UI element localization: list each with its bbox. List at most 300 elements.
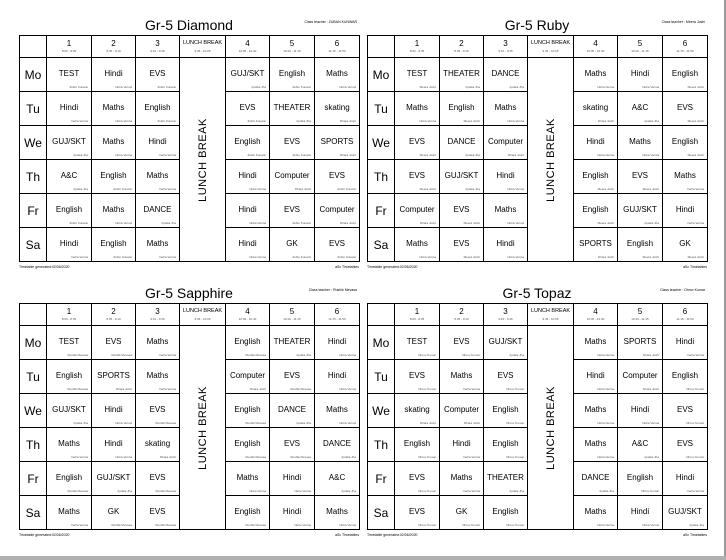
lesson-cell[interactable] bbox=[484, 194, 528, 228]
lesson-cell[interactable] bbox=[136, 360, 180, 394]
teacher-name: Rushik Mevasa bbox=[67, 489, 88, 493]
day-label: We bbox=[20, 394, 47, 428]
teacher-name: Neha Varma bbox=[159, 255, 176, 259]
lesson-cell[interactable] bbox=[663, 160, 708, 194]
subject-name: English bbox=[448, 103, 475, 112]
teacher-name: Dhara Joshi bbox=[339, 119, 356, 123]
lesson-cell[interactable] bbox=[663, 428, 708, 462]
lesson-cell[interactable] bbox=[395, 228, 440, 262]
lesson-cell[interactable] bbox=[395, 360, 440, 394]
subject-name: Maths bbox=[584, 507, 607, 516]
lesson-cell[interactable] bbox=[574, 58, 618, 92]
teacher-name: Neha Varma bbox=[687, 353, 704, 357]
lesson-cell[interactable] bbox=[47, 360, 92, 394]
subject-name: THEATER bbox=[443, 69, 480, 78]
lesson-cell[interactable] bbox=[440, 428, 484, 462]
lesson-cell[interactable] bbox=[315, 394, 360, 428]
teacher-name: Neha Varma bbox=[294, 489, 311, 493]
lesson-cell[interactable] bbox=[270, 194, 315, 228]
lesson-cell[interactable] bbox=[270, 126, 315, 160]
subject-name: Maths bbox=[584, 405, 607, 414]
teacher-name: Dhruv Kumar bbox=[641, 489, 659, 493]
break-header bbox=[528, 304, 574, 326]
teacher-name: Neha Varma bbox=[115, 153, 132, 157]
lunch-break-column bbox=[528, 58, 574, 262]
lesson-cell[interactable] bbox=[315, 194, 360, 228]
lesson-cell[interactable] bbox=[136, 126, 180, 160]
lesson-cell[interactable] bbox=[395, 462, 440, 496]
lesson-cell[interactable] bbox=[395, 394, 440, 428]
subject-name: Computer bbox=[399, 205, 435, 214]
teacher-name: Jyotika Jha bbox=[643, 455, 659, 459]
subject-name: English bbox=[492, 405, 519, 414]
teacher-name: Rushik Mevasa bbox=[245, 455, 266, 459]
subject-name: English bbox=[234, 337, 261, 346]
teacher-name: Dhruv Kumar bbox=[506, 455, 524, 459]
teacher-name: Jyotika Jha bbox=[643, 221, 659, 225]
subject-name: skating bbox=[582, 103, 609, 112]
teacher-name: Neha Varma bbox=[294, 523, 311, 527]
lesson-cell[interactable] bbox=[618, 428, 663, 462]
lesson-cell[interactable] bbox=[484, 326, 528, 360]
period-header bbox=[395, 304, 440, 326]
subject-name: EVS bbox=[453, 205, 470, 214]
timetable-grid bbox=[19, 35, 360, 262]
period-number: 5 bbox=[289, 39, 295, 48]
teacher-name: Dhara Joshi bbox=[294, 187, 311, 191]
subject-name: THEATER bbox=[273, 103, 311, 112]
lesson-cell[interactable] bbox=[315, 326, 360, 360]
lesson-cell[interactable] bbox=[574, 496, 618, 530]
lesson-cell[interactable] bbox=[663, 126, 708, 160]
day-label: Mo bbox=[368, 58, 395, 92]
subject-name: English bbox=[671, 371, 699, 380]
lesson-cell[interactable] bbox=[92, 360, 136, 394]
lunch-break-column bbox=[180, 58, 226, 262]
subject-name: Maths bbox=[58, 507, 80, 516]
teacher-name: Dhruv Kumar bbox=[506, 387, 524, 391]
teacher-name: Dhara Joshi bbox=[463, 421, 480, 425]
lesson-cell[interactable] bbox=[574, 160, 618, 194]
lesson-cell[interactable] bbox=[395, 126, 440, 160]
period-time: 11:15 - 11:50 bbox=[676, 49, 694, 53]
lesson-cell[interactable] bbox=[618, 360, 663, 394]
timetable-grid bbox=[19, 303, 360, 530]
lesson-cell[interactable] bbox=[136, 496, 180, 530]
lesson-cell[interactable] bbox=[618, 496, 663, 530]
subject-name: Hindi bbox=[675, 473, 695, 482]
teacher-name: Neha Varma bbox=[642, 523, 659, 527]
lesson-cell[interactable] bbox=[136, 228, 180, 262]
lesson-cell[interactable] bbox=[315, 428, 360, 462]
lesson-cell[interactable] bbox=[484, 126, 528, 160]
lesson-cell[interactable] bbox=[92, 160, 136, 194]
lesson-cell[interactable] bbox=[484, 496, 528, 530]
subject-name: GUJ/SKT bbox=[52, 405, 86, 414]
lesson-cell[interactable] bbox=[440, 394, 484, 428]
lesson-cell[interactable] bbox=[226, 194, 270, 228]
lesson-cell[interactable] bbox=[395, 496, 440, 530]
day-label: Sa bbox=[368, 496, 395, 530]
teacher-name: Meera Joshi bbox=[419, 153, 436, 157]
teacher-name: Neha Varma bbox=[507, 255, 524, 259]
subject-name: Computer bbox=[622, 371, 658, 380]
lesson-cell[interactable] bbox=[136, 428, 180, 462]
teacher-name: Neha Varma bbox=[159, 353, 176, 357]
lesson-cell[interactable] bbox=[440, 326, 484, 360]
subject-name: EVS bbox=[149, 473, 166, 482]
lesson-cell[interactable] bbox=[663, 58, 708, 92]
teacher-name: Meera Joshi bbox=[463, 221, 480, 225]
lesson-cell[interactable] bbox=[47, 462, 92, 496]
subject-name: Maths bbox=[629, 137, 651, 146]
lesson-cell[interactable] bbox=[270, 394, 315, 428]
lesson-cell[interactable] bbox=[226, 160, 270, 194]
lesson-cell[interactable] bbox=[618, 394, 663, 428]
teacher-name: Neha Varma bbox=[339, 387, 356, 391]
teacher-name: Dhruv Kumar bbox=[418, 455, 436, 459]
subject-name: GUJ/SKT bbox=[230, 69, 265, 78]
lesson-cell[interactable] bbox=[440, 228, 484, 262]
lesson-cell[interactable] bbox=[226, 428, 270, 462]
period-number: 4 bbox=[245, 307, 250, 316]
lesson-cell[interactable] bbox=[574, 360, 618, 394]
lesson-cell[interactable] bbox=[92, 428, 136, 462]
lesson-cell[interactable] bbox=[484, 360, 528, 394]
lunch-break-vertical-label: LUNCH BREAK bbox=[196, 117, 209, 202]
lesson-cell[interactable] bbox=[136, 160, 180, 194]
lesson-cell[interactable] bbox=[484, 228, 528, 262]
teacher-name: Meera Joshi bbox=[597, 187, 614, 191]
lesson-cell[interactable] bbox=[92, 496, 136, 530]
lesson-cell[interactable] bbox=[47, 194, 92, 228]
lesson-cell[interactable] bbox=[47, 160, 92, 194]
teacher-name: Rushik Mevasa bbox=[290, 387, 311, 391]
corner-cell bbox=[368, 36, 395, 58]
lesson-cell[interactable] bbox=[618, 58, 663, 92]
period-time: 10:40 - 11:15 bbox=[631, 317, 649, 321]
period-number: 1 bbox=[414, 39, 420, 48]
lesson-cell[interactable] bbox=[136, 92, 180, 126]
lesson-cell[interactable] bbox=[92, 462, 136, 496]
teacher-name: Zubin Kunwar bbox=[292, 153, 311, 157]
subject-name: English bbox=[671, 137, 699, 146]
lesson-cell[interactable] bbox=[136, 58, 180, 92]
teacher-name: Neha Varma bbox=[159, 187, 176, 191]
lesson-cell[interactable] bbox=[440, 496, 484, 530]
day-label: Sa bbox=[20, 496, 47, 530]
teacher-name: Dhara Joshi bbox=[419, 221, 436, 225]
subject-name: Hindi bbox=[586, 371, 605, 380]
lesson-cell[interactable] bbox=[618, 462, 663, 496]
lesson-cell[interactable] bbox=[270, 160, 315, 194]
lesson-cell[interactable] bbox=[618, 326, 663, 360]
teacher-name: Dhruv Kumar bbox=[686, 455, 704, 459]
lesson-cell[interactable] bbox=[315, 360, 360, 394]
break-header bbox=[180, 304, 226, 326]
lesson-cell[interactable] bbox=[226, 394, 270, 428]
lesson-cell[interactable] bbox=[92, 126, 136, 160]
teacher-name: Neha Varma bbox=[597, 387, 614, 391]
lesson-cell[interactable] bbox=[92, 92, 136, 126]
day-label: Th bbox=[368, 160, 395, 194]
lesson-cell[interactable] bbox=[136, 326, 180, 360]
teacher-name: Neha Varma bbox=[463, 387, 480, 391]
subject-name: Computer bbox=[319, 205, 355, 214]
teacher-name: Meera Joshi bbox=[642, 255, 659, 259]
subject-name: Hindi bbox=[59, 239, 79, 248]
lesson-cell[interactable] bbox=[440, 92, 484, 126]
lesson-cell[interactable] bbox=[226, 92, 270, 126]
teacher-name: Zubin Kunwar bbox=[113, 255, 132, 259]
lesson-cell[interactable] bbox=[574, 428, 618, 462]
teacher-name: Neha Varma bbox=[642, 85, 659, 89]
lesson-cell[interactable] bbox=[315, 228, 360, 262]
lesson-cell[interactable] bbox=[574, 326, 618, 360]
lesson-cell[interactable] bbox=[270, 462, 315, 496]
lesson-cell[interactable] bbox=[574, 394, 618, 428]
day-row bbox=[20, 326, 360, 360]
sheet-title: Gr-5 Ruby bbox=[504, 17, 570, 33]
break-label: LUNCH BREAK bbox=[530, 308, 571, 314]
lesson-cell[interactable] bbox=[226, 462, 270, 496]
lesson-cell[interactable] bbox=[315, 462, 360, 496]
lesson-cell[interactable] bbox=[663, 394, 708, 428]
period-time: 9:10 - 9:45 bbox=[498, 49, 513, 53]
period-number: 4 bbox=[593, 307, 598, 316]
day-label: Tu bbox=[20, 92, 47, 126]
teacher-name: Neha Varma bbox=[642, 153, 659, 157]
lesson-cell[interactable] bbox=[574, 462, 618, 496]
break-header bbox=[528, 36, 574, 58]
subject-name: EVS bbox=[453, 239, 470, 248]
lesson-cell[interactable] bbox=[484, 394, 528, 428]
lesson-cell[interactable] bbox=[270, 428, 315, 462]
day-row bbox=[20, 58, 360, 92]
subject-name: Computer bbox=[487, 137, 524, 146]
subject-name: Computer bbox=[229, 371, 266, 380]
subject-name: GUJ/SKT bbox=[52, 137, 86, 146]
lesson-cell[interactable] bbox=[226, 58, 270, 92]
sheet-title: Gr-5 Diamond bbox=[145, 17, 233, 33]
lesson-cell[interactable] bbox=[270, 496, 315, 530]
subject-name: Maths bbox=[326, 507, 348, 516]
period-number: 3 bbox=[503, 39, 508, 48]
teacher-name: Rushik Mevasa bbox=[155, 489, 176, 493]
subject-name: English bbox=[55, 473, 83, 482]
lesson-cell[interactable] bbox=[47, 228, 92, 262]
subject-name: Maths bbox=[494, 103, 517, 112]
period-time: 11:15 - 11:50 bbox=[328, 49, 346, 53]
lesson-cell[interactable] bbox=[47, 92, 92, 126]
teacher-name: Neha Varma bbox=[249, 221, 266, 225]
lesson-cell[interactable] bbox=[440, 58, 484, 92]
lesson-cell[interactable] bbox=[270, 92, 315, 126]
teacher-name: Rushik Mevasa bbox=[67, 353, 88, 357]
lesson-cell[interactable] bbox=[226, 126, 270, 160]
subject-name: English bbox=[234, 439, 261, 448]
period-time: 10:40 - 11:15 bbox=[631, 49, 649, 53]
subject-name: TEST bbox=[406, 337, 428, 346]
lesson-cell[interactable] bbox=[395, 428, 440, 462]
teacher-name: Zubin Kunwar bbox=[157, 85, 176, 89]
lesson-cell[interactable] bbox=[92, 228, 136, 262]
lesson-cell[interactable] bbox=[47, 394, 92, 428]
lesson-cell[interactable] bbox=[618, 228, 663, 262]
lesson-cell[interactable] bbox=[92, 194, 136, 228]
lesson-cell[interactable] bbox=[484, 160, 528, 194]
lesson-cell[interactable] bbox=[270, 228, 315, 262]
day-label: Mo bbox=[20, 326, 47, 360]
subject-name: skating bbox=[324, 103, 350, 112]
teacher-name: Zubin Kunwar bbox=[69, 221, 88, 225]
period-header bbox=[47, 304, 92, 326]
subject-name: Hindi bbox=[238, 239, 257, 248]
lesson-cell[interactable] bbox=[47, 126, 92, 160]
lesson-cell[interactable] bbox=[484, 58, 528, 92]
subject-name: Maths bbox=[58, 439, 80, 448]
teacher-name: Jyotika Jha bbox=[688, 523, 704, 527]
subject-name: Hindi bbox=[282, 507, 302, 516]
lesson-cell[interactable] bbox=[315, 126, 360, 160]
lesson-cell[interactable] bbox=[663, 360, 708, 394]
subject-name: Maths bbox=[326, 405, 348, 414]
lesson-cell[interactable] bbox=[618, 194, 663, 228]
lesson-cell[interactable] bbox=[395, 92, 440, 126]
lesson-cell[interactable] bbox=[92, 326, 136, 360]
teacher-name: Neha Varma bbox=[419, 119, 436, 123]
teacher-name: Neha Varma bbox=[339, 353, 356, 357]
lesson-cell[interactable] bbox=[270, 58, 315, 92]
lesson-cell[interactable] bbox=[395, 326, 440, 360]
lesson-cell[interactable] bbox=[315, 58, 360, 92]
teacher-name: Meera Joshi bbox=[419, 85, 436, 89]
subject-name: EVS bbox=[676, 405, 693, 414]
lesson-cell[interactable] bbox=[395, 160, 440, 194]
lunch-break-vertical-label: LUNCH BREAK bbox=[544, 385, 557, 470]
lesson-cell[interactable] bbox=[663, 194, 708, 228]
subject-name: Maths bbox=[584, 337, 607, 346]
lesson-cell[interactable] bbox=[315, 160, 360, 194]
day-row bbox=[368, 58, 708, 92]
lesson-cell[interactable] bbox=[270, 326, 315, 360]
subject-name: GUJ/SKT bbox=[96, 473, 131, 482]
period-header bbox=[136, 36, 180, 58]
teacher-name: Neha Varma bbox=[597, 523, 614, 527]
period-number: 1 bbox=[66, 307, 72, 316]
lesson-cell[interactable] bbox=[47, 428, 92, 462]
teacher-name: Rushik Mevasa bbox=[290, 455, 311, 459]
lesson-cell[interactable] bbox=[136, 194, 180, 228]
lesson-cell[interactable] bbox=[315, 496, 360, 530]
period-header bbox=[395, 36, 440, 58]
subject-name: Hindi bbox=[586, 137, 605, 146]
period-number: 5 bbox=[637, 307, 643, 316]
period-header bbox=[618, 36, 663, 58]
lesson-cell[interactable] bbox=[136, 462, 180, 496]
teacher-name: Dhara Joshi bbox=[642, 353, 659, 357]
subject-name: TEST bbox=[58, 69, 80, 78]
teacher-name: Neha Varma bbox=[687, 489, 704, 493]
teacher-name: Jyotika Jha bbox=[116, 489, 132, 493]
subject-name: English bbox=[144, 103, 171, 112]
lesson-cell[interactable] bbox=[92, 58, 136, 92]
lesson-cell[interactable] bbox=[484, 428, 528, 462]
subject-name: English bbox=[626, 239, 654, 248]
lesson-cell[interactable] bbox=[663, 496, 708, 530]
period-time: 10:05 - 10:40 bbox=[238, 49, 257, 53]
teacher-name: Rushik Mevasa bbox=[155, 421, 176, 425]
lesson-cell[interactable] bbox=[395, 194, 440, 228]
class-teacher: Class teacher : Rushik Mevasa bbox=[308, 288, 357, 292]
lesson-cell[interactable] bbox=[395, 58, 440, 92]
subject-name: Maths bbox=[326, 69, 348, 78]
teacher-name: Neha Varma bbox=[687, 187, 704, 191]
lesson-cell[interactable] bbox=[574, 126, 618, 160]
lesson-cell[interactable] bbox=[574, 194, 618, 228]
period-header bbox=[440, 304, 484, 326]
period-number: 6 bbox=[682, 307, 688, 316]
lesson-cell[interactable] bbox=[47, 496, 92, 530]
lesson-cell[interactable] bbox=[226, 326, 270, 360]
lesson-cell[interactable] bbox=[663, 462, 708, 496]
lesson-cell[interactable] bbox=[270, 360, 315, 394]
day-label: Fr bbox=[368, 462, 395, 496]
lesson-cell[interactable] bbox=[226, 496, 270, 530]
subject-name: English bbox=[55, 371, 83, 380]
lesson-cell[interactable] bbox=[574, 92, 618, 126]
lesson-cell[interactable] bbox=[440, 462, 484, 496]
day-label: We bbox=[368, 394, 395, 428]
lesson-cell[interactable] bbox=[92, 394, 136, 428]
lesson-cell[interactable] bbox=[663, 228, 708, 262]
period-time: 10:40 - 11:15 bbox=[283, 317, 301, 321]
period-header bbox=[574, 36, 618, 58]
lesson-cell[interactable] bbox=[574, 228, 618, 262]
lesson-cell[interactable] bbox=[440, 360, 484, 394]
break-time: 9:45 - 10:05 bbox=[194, 317, 211, 321]
lesson-cell[interactable] bbox=[618, 126, 663, 160]
lesson-cell[interactable] bbox=[47, 326, 92, 360]
teacher-name: Dhara Joshi bbox=[642, 387, 659, 391]
teacher-name: Dhara Joshi bbox=[507, 153, 524, 157]
teacher-name: Dhara Joshi bbox=[419, 421, 436, 425]
lesson-cell[interactable] bbox=[315, 92, 360, 126]
teacher-name: Meera Joshi bbox=[687, 153, 704, 157]
lesson-cell[interactable] bbox=[618, 92, 663, 126]
lesson-cell[interactable] bbox=[618, 160, 663, 194]
teacher-name: Zubin Kunwar bbox=[157, 119, 176, 123]
lesson-cell[interactable] bbox=[440, 194, 484, 228]
lesson-cell[interactable] bbox=[663, 326, 708, 360]
lesson-cell[interactable] bbox=[226, 228, 270, 262]
lesson-cell[interactable] bbox=[484, 92, 528, 126]
lesson-cell[interactable] bbox=[484, 462, 528, 496]
teacher-name: Zubin Kunwar bbox=[337, 255, 356, 259]
subject-name: English bbox=[234, 507, 261, 516]
lesson-cell[interactable] bbox=[663, 92, 708, 126]
generated-footer: Timetable generated:02/06/2020 bbox=[367, 265, 418, 269]
subject-name: TEST bbox=[58, 337, 80, 346]
lesson-cell[interactable] bbox=[47, 58, 92, 92]
teacher-name: Neha Varma bbox=[597, 421, 614, 425]
teacher-name: Dhara Joshi bbox=[115, 387, 132, 391]
lesson-cell[interactable] bbox=[226, 360, 270, 394]
lesson-cell[interactable] bbox=[440, 160, 484, 194]
period-header bbox=[315, 304, 360, 326]
lesson-cell[interactable] bbox=[440, 126, 484, 160]
lesson-cell[interactable] bbox=[136, 394, 180, 428]
